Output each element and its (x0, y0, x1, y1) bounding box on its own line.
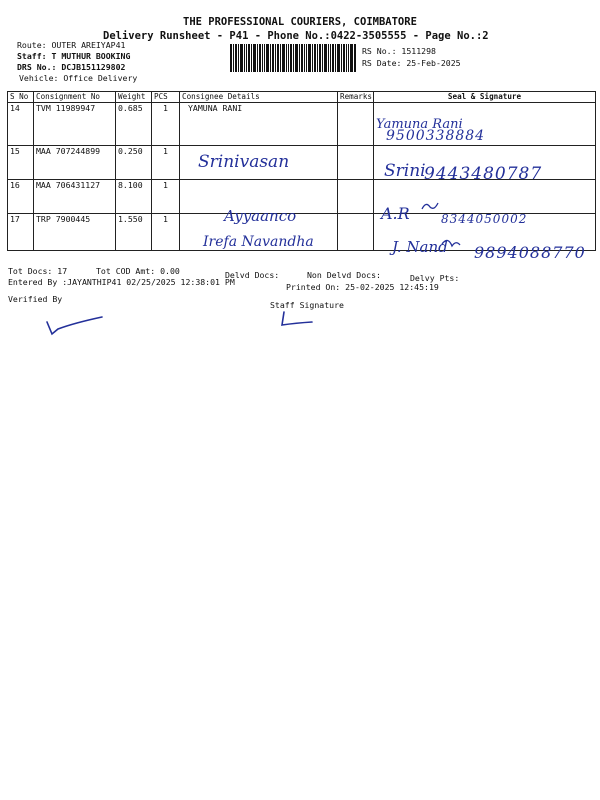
cell-pcs: 1 (152, 214, 180, 251)
col-header-consignment: Consignment No (34, 92, 116, 103)
verified-signature-mark (44, 314, 108, 340)
signature-scribble (420, 199, 440, 213)
delivery-points: Delvy Pts: (410, 273, 460, 283)
runsheet-subtitle: Delivery Runsheet - P41 - Phone No.:0422-3505555 - Page No.:2 (103, 30, 489, 42)
staff-label: Staff: T MUTHUR BOOKING (17, 51, 131, 61)
cell-weight: 1.550 (116, 214, 152, 251)
cell-sno: 17 (8, 214, 34, 251)
cell-pcs: 1 (152, 146, 180, 180)
handwritten-seal-name: J. Nand (392, 238, 448, 256)
staff-signature-mark (278, 310, 338, 330)
total-cod-amount: Tot COD Amt: 0.00 (96, 266, 180, 276)
barcode-image (230, 44, 356, 72)
cell-weight: 0.250 (116, 146, 152, 180)
cell-remarks (338, 180, 374, 214)
col-header-consignee: Consignee Details (180, 92, 338, 103)
table-row (8, 180, 596, 214)
total-docs: Tot Docs: 17 (8, 266, 68, 276)
handwritten-consignee: Srinivasan (198, 152, 290, 172)
col-header-remarks: Remarks (338, 92, 374, 103)
cell-consignment: TVM 11989947 (34, 103, 116, 146)
consignee-name: YAMUNA RANI (188, 103, 243, 113)
handwritten-seal-phone: 9894088770 (474, 243, 586, 262)
printed-on: Printed On: 25-02-2025 12:45:19 (286, 282, 439, 292)
cell-weight: 0.685 (116, 103, 152, 146)
entered-by: Entered By :JAYANTHIP41 02/25/2025 12:38:01 PM (8, 277, 235, 287)
cell-sno: 16 (8, 180, 34, 214)
cell-remarks (338, 146, 374, 180)
rs-date: RS Date: 25-Feb-2025 (362, 58, 461, 68)
cell-pcs: 1 (152, 180, 180, 214)
route-label: Route: OUTER AREIYAP41 (17, 40, 126, 50)
col-header-sno: S No (8, 92, 34, 103)
cell-consignee (180, 103, 338, 146)
col-header-pcs: PCS (152, 92, 180, 103)
delivered-docs: Delvd Docs: (225, 270, 280, 280)
company-title: THE PROFESSIONAL COURIERS, COIMBATORE (183, 16, 417, 28)
table-row (8, 103, 596, 146)
non-delivered-docs: Non Delvd Docs: (307, 270, 381, 280)
table-header-row (8, 92, 596, 103)
handwritten-seal-phone: 8344050002 (441, 212, 528, 226)
cell-consignment: MAA 706431127 (34, 180, 116, 214)
handwritten-seal-name: Srini (384, 161, 426, 181)
cell-consignment: MAA 707244899 (34, 146, 116, 180)
handwritten-seal-phone: 9500338884 (386, 128, 486, 144)
cell-remarks (338, 103, 374, 146)
handwritten-seal-name: A.R (381, 204, 410, 223)
col-header-weight: Weight (116, 92, 152, 103)
handwritten-seal-phone: 9443480787 (424, 164, 543, 184)
vehicle-label: Vehicle: Office Delivery (19, 73, 138, 83)
handwritten-consignee: Irefa Navandha (203, 234, 314, 250)
cell-pcs: 1 (152, 103, 180, 146)
handwritten-seal-name: Yamuna Rani (376, 117, 463, 132)
signature-scribble (440, 236, 462, 250)
verified-by-label: Verified By (8, 294, 63, 304)
staff-signature-label: Staff Signature (270, 300, 344, 310)
cell-sno: 15 (8, 146, 34, 180)
cell-remarks (338, 214, 374, 251)
drs-label: DRS No.: DCJB151129802 (17, 62, 126, 72)
rs-number: RS No.: 1511298 (362, 46, 436, 56)
col-header-seal: Seal & Signature (374, 92, 596, 103)
cell-sno: 14 (8, 103, 34, 146)
cell-consignment: TRP 7900445 (34, 214, 116, 251)
handwritten-consignee: Ayyaanco (224, 207, 297, 225)
cell-weight: 8.100 (116, 180, 152, 214)
